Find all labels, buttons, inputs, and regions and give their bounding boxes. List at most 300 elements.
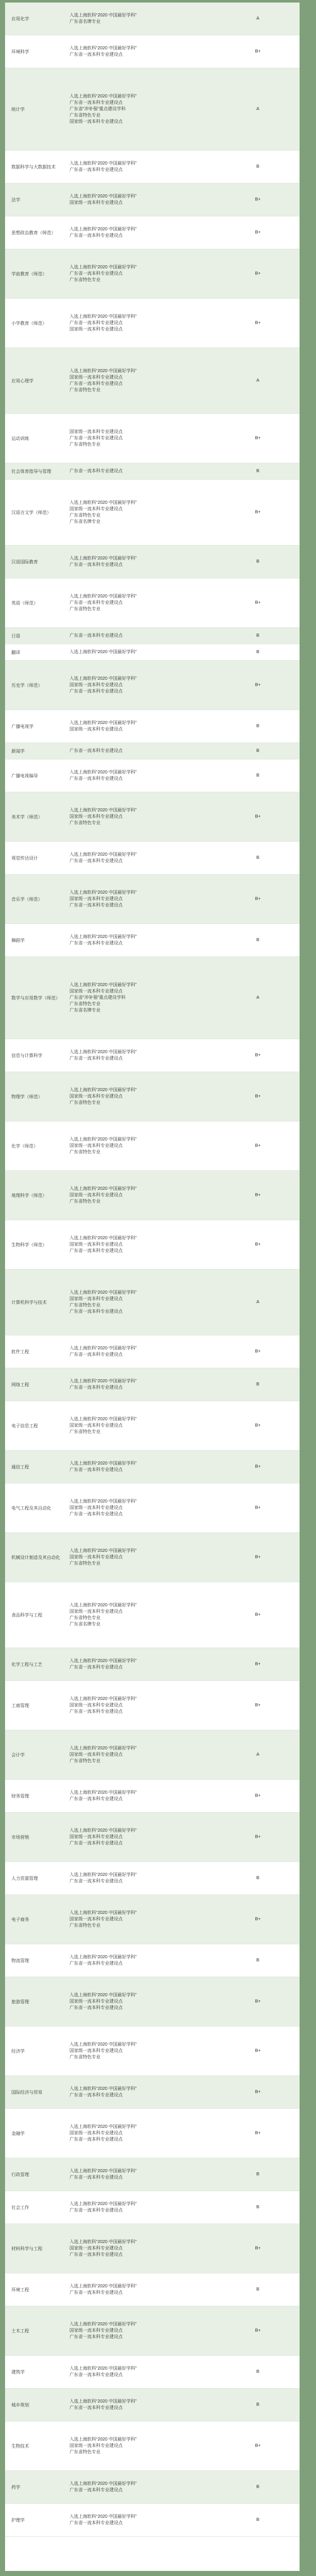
- honor-line: 国家级一流本科专业建设点: [70, 327, 123, 332]
- honor-line: 广东省一流本科专业建设点: [70, 1841, 123, 1846]
- honors-cell: [70, 1401, 216, 1450]
- grade-value: B+: [255, 1242, 261, 1247]
- grade-value: B+: [255, 1793, 261, 1798]
- grade-cell: [216, 2389, 300, 2421]
- honors-cell: [70, 2356, 216, 2388]
- honor-line: 入选上海软科“2020 中国最好学科”: [70, 1379, 137, 1384]
- honor-line: 广东省一流本科专业建设点: [70, 2520, 123, 2525]
- honor-line: 国家级一流本科专业建设点: [70, 119, 123, 124]
- honor-line: 入选上海软科“2020 中国最好学科”: [70, 720, 137, 725]
- grade-value: B+: [255, 2130, 261, 2135]
- honor-line: 入选上海软科“2020 中国最好学科”: [70, 1087, 137, 1092]
- honor-line: 广东省特色专业: [70, 513, 100, 518]
- honor-line: 广东省一流本科专业建设点: [70, 1796, 123, 1801]
- table-row: [5, 2224, 300, 2273]
- grade-value: B: [256, 2204, 260, 2210]
- honor-line: 入选上海软科“2020 中国最好学科”: [70, 1910, 137, 1915]
- honors-cell: [70, 1977, 216, 2026]
- honors-cell: [70, 1862, 216, 1894]
- table-row: [5, 1681, 300, 1730]
- grade-cell: [216, 2356, 300, 2388]
- honor-line: 广东省一流本科专业建设点: [70, 858, 123, 863]
- honor-line: 国家级一流本科专业建设点: [70, 1143, 123, 1148]
- honor-line: 广东省一流本科专业建设点: [70, 435, 123, 441]
- grade-cell: [216, 2027, 300, 2075]
- honor-line: 国家级一流本科专业建设点: [70, 2246, 123, 2251]
- table-row: [5, 216, 300, 249]
- honors-cell: [70, 875, 216, 923]
- grade-value: B: [256, 1958, 260, 1963]
- grade-cell: [216, 924, 300, 956]
- major-name: 金融学: [11, 2131, 25, 2136]
- honor-line: 国家级一流本科专业建设点: [70, 2443, 123, 2448]
- honor-line: 广东省特色专业: [70, 2449, 100, 2454]
- grade-cell: [216, 1582, 300, 1648]
- honor-line: 广东省特色专业: [70, 1303, 100, 1308]
- honor-line: 国家级一流本科专业建设点: [70, 814, 123, 819]
- major-name: 行政管理: [11, 2172, 29, 2177]
- major-name: 计算机科学与技术: [11, 1300, 47, 1305]
- honors-cell: [70, 760, 216, 792]
- table-row: [5, 1072, 300, 1122]
- honor-line: 入选上海软科“2020 中国最好学科”: [70, 1186, 137, 1191]
- grade-value: B+: [255, 2089, 261, 2094]
- table-row: [5, 348, 300, 414]
- grade-value: B+: [255, 197, 261, 202]
- major-name: 日语: [11, 634, 20, 639]
- honor-line: 国家级一流本科专业建设点: [70, 506, 123, 511]
- honor-line: 广东省一流本科专业建设点: [70, 271, 123, 276]
- grade-cell: [216, 1533, 300, 1582]
- honors-cell: [70, 1484, 216, 1532]
- honor-line: 广东省特色专业: [70, 606, 100, 611]
- honor-line: 广东省一流本科专业建设点: [70, 2290, 123, 2295]
- honors-cell: [70, 1171, 216, 1220]
- major-name: 数据科学与大数据技术: [11, 165, 56, 170]
- honor-line: 入选上海软科“2020 中国最好学科”: [70, 2086, 137, 2091]
- honor-line: 入选上海软科“2020 中国最好学科”: [70, 1828, 137, 1833]
- grade-cell: [216, 1730, 300, 1779]
- honor-line: 广东省一流本科专业建设点: [70, 600, 123, 605]
- honor-line: 广东省特色专业: [70, 1561, 100, 1566]
- major-name: 法学: [11, 197, 20, 203]
- honor-line: 广东省特色专业: [70, 1758, 100, 1763]
- honor-line: 入选上海软科“2020 中国最好学科”: [70, 94, 137, 99]
- honor-line: 入选上海软科“2020 中国最好学科”: [70, 770, 137, 775]
- major-name: 汉语国际教育: [11, 560, 38, 565]
- grade-value: B+: [255, 2328, 261, 2333]
- honor-line: 广东省一流本科专业建设点: [70, 1709, 123, 1714]
- grade-cell: [216, 3, 300, 35]
- major-name: 广播电视学: [11, 724, 33, 729]
- grade-value: B: [256, 748, 260, 753]
- grade-value: B+: [255, 320, 261, 325]
- grade-value: B+: [255, 1916, 261, 1922]
- honor-line: 广东省一流本科专业建设点: [70, 689, 123, 694]
- table-row: [5, 35, 300, 68]
- honor-line: 广东省一流本科专业建设点: [70, 2175, 123, 2180]
- honor-line: 入选上海软科“2020 中国最好学科”: [70, 982, 137, 987]
- honor-line: 广东省一流本科专业建设点: [70, 100, 123, 105]
- grade-cell: [216, 2158, 300, 2191]
- honor-line: 入选上海软科“2020 中国最好学科”: [70, 1049, 137, 1054]
- table-row: [5, 2306, 300, 2356]
- honor-line: 国家级一流本科专业建设点: [70, 2048, 123, 2053]
- honor-line: 广东省一流本科专业建设点: [70, 776, 123, 781]
- major-name: 通信工程: [11, 1465, 29, 1470]
- grade-cell: [216, 249, 300, 298]
- grade-value: B+: [255, 682, 261, 687]
- major-name: 工商管理: [11, 1703, 29, 1708]
- honor-line: 国家级一流本科专业建设点: [70, 1192, 123, 1197]
- honors-cell: [70, 1730, 216, 1779]
- honor-line: 广东省一流本科专业建设点: [70, 2405, 123, 2410]
- grade-value: B+: [255, 1661, 261, 1666]
- honor-line: 广东省一流本科专业建设点: [70, 1309, 123, 1314]
- grade-value: B+: [255, 49, 261, 54]
- table-row: [5, 1977, 300, 2027]
- grade-cell: [216, 2273, 300, 2306]
- grade-cell: [216, 463, 300, 479]
- honor-line: 广东省特色专业: [70, 2054, 100, 2060]
- grade-value: B: [256, 2369, 260, 2374]
- honors-cell: [70, 628, 216, 644]
- table-row: [5, 2471, 300, 2504]
- table-row: [5, 151, 300, 184]
- major-name: 机械设计制造及其自动化: [11, 1555, 60, 1560]
- grade-cell: [216, 1648, 300, 1680]
- honor-line: 入选上海软科“2020 中国最好学科”: [70, 1696, 137, 1701]
- honor-line: 广东省特色专业: [70, 1923, 100, 1928]
- honors-cell: [70, 1648, 216, 1680]
- grade-value: B+: [255, 1192, 261, 1197]
- grade-cell: [216, 2306, 300, 2355]
- honors-cell: [70, 2389, 216, 2421]
- honors-cell: [70, 2422, 216, 2470]
- major-name: 舞蹈学: [11, 938, 25, 943]
- honor-line: 国家级一流本科专业建设点: [70, 2130, 123, 2135]
- honor-line: 国家级一流本科专业建设点: [70, 200, 123, 205]
- table-row: [5, 1813, 300, 1862]
- honor-line: 入选上海软科“2020 中国最好学科”: [70, 649, 137, 654]
- honor-line: 广东省“冲补强”重点建设学科: [70, 106, 126, 111]
- honors-cell: [70, 1681, 216, 1730]
- major-name: 物流管理: [11, 1958, 29, 1963]
- grade-cell: [216, 1335, 300, 1368]
- grade-cell: [216, 710, 300, 742]
- grade-value: B+: [255, 1053, 261, 1058]
- honors-cell: [70, 2306, 216, 2355]
- honor-line: 入选上海软科“2020 中国最好学科”: [70, 2201, 137, 2206]
- honors-cell: [70, 2109, 216, 2158]
- honors-cell: [70, 2224, 216, 2273]
- grade-value: B: [256, 2287, 260, 2292]
- major-name: 材料科学与工程: [11, 2246, 42, 2251]
- grade-value: A: [256, 106, 260, 111]
- honor-line: 国家级一流本科专业建设点: [70, 1242, 123, 1247]
- honors-cell: [70, 216, 216, 249]
- table-row: [5, 760, 300, 792]
- honor-line: 入选上海软科“2020 中国最好学科”: [70, 2042, 137, 2047]
- grade-value: B+: [255, 1703, 261, 1708]
- honor-line: 广东省特色专业: [70, 1100, 100, 1105]
- honor-line: 广东省一流本科专业建设点: [70, 167, 123, 172]
- honor-line: 入选上海软科“2020 中国最好学科”: [70, 1416, 137, 1422]
- honors-cell: [70, 1220, 216, 1269]
- grade-cell: [216, 546, 300, 578]
- grade-value: B+: [255, 1505, 261, 1510]
- honor-line: 国家级一流本科专业建设点: [70, 727, 123, 732]
- honors-cell: [70, 1368, 216, 1401]
- honor-line: 入选上海软科“2020 中国最好学科”: [70, 265, 137, 270]
- major-name: 美术学（师范）: [11, 815, 42, 820]
- table-row: [5, 1220, 300, 1270]
- major-name: 环境工程: [11, 2287, 29, 2292]
- grade-cell: [216, 2224, 300, 2273]
- major-table: [5, 3, 300, 2537]
- major-name: 建筑学: [11, 2370, 25, 2375]
- table-row: [5, 2422, 300, 2471]
- table-row: [5, 1780, 300, 1813]
- major-name: 数学与应用数学（师范）: [11, 996, 60, 1001]
- grade-cell: [216, 1944, 300, 1977]
- grade-value: B+: [255, 230, 261, 235]
- grade-cell: [216, 628, 300, 644]
- grade-cell: [216, 2191, 300, 2223]
- honors-cell: [70, 1335, 216, 1368]
- major-name: 经济学: [11, 2049, 25, 2054]
- honor-line: 入选上海软科“2020 中国最好学科”: [70, 2437, 137, 2442]
- table-row: [5, 628, 300, 644]
- honor-line: 广东省一流本科专业建设点: [70, 1879, 123, 1884]
- grade-cell: [216, 2504, 300, 2536]
- honor-line: 入选上海软科“2020 中国最好学科”: [70, 314, 137, 319]
- grade-value: B+: [255, 814, 261, 819]
- honor-line: 广东省特色专业: [70, 1199, 100, 1204]
- major-name: 电气工程及其自动化: [11, 1506, 51, 1511]
- honor-line: 入选上海软科“2020 中国最好学科”: [70, 890, 137, 895]
- honor-line: 广东省一流本科专业建设点: [70, 320, 123, 325]
- honor-line: 入选上海软科“2020 中国最好学科”: [70, 934, 137, 939]
- major-name: 英语（师范）: [11, 601, 38, 606]
- major-name: 视觉传达设计: [11, 856, 38, 861]
- grade-cell: [216, 216, 300, 249]
- table-row: [5, 1648, 300, 1681]
- honor-line: 入选上海软科“2020 中国最好学科”: [70, 676, 137, 681]
- honor-line: 入选上海软科“2020 中国最好学科”: [70, 1137, 137, 1142]
- grade-value: B+: [255, 435, 261, 441]
- grade-cell: [216, 2422, 300, 2470]
- grade-cell: [216, 1484, 300, 1532]
- honor-line: 广东省一流本科专业建设点: [70, 562, 123, 567]
- honor-line: 国家级一流本科专业建设点: [70, 1423, 123, 1428]
- table-row: [5, 68, 300, 151]
- honors-cell: [70, 2158, 216, 2191]
- table-row: [5, 414, 300, 463]
- grade-value: B+: [255, 2048, 261, 2053]
- grade-value: B: [256, 2172, 260, 2177]
- honor-line: 入选上海软科“2020 中国最好学科”: [70, 1872, 137, 1877]
- honor-line: 广东省一流本科专业建设点: [70, 2092, 123, 2098]
- major-name: 电子商务: [11, 1917, 29, 1922]
- honor-line: 广东省一流本科专业建设点: [70, 1056, 123, 1061]
- honor-line: 国家级一流本科专业建设点: [70, 1094, 123, 1099]
- grade-value: B+: [255, 1999, 261, 2004]
- table-row: [5, 957, 300, 1039]
- grade-value: B+: [255, 2443, 261, 2448]
- major-name: 软件工程: [11, 1349, 29, 1354]
- table-row: [5, 546, 300, 578]
- honors-cell: [70, 1039, 216, 1072]
- table-row: [5, 875, 300, 924]
- honor-line: 入选上海软科“2020 中国最好学科”: [70, 2399, 137, 2404]
- honor-line: 广东省一流本科专业建设点: [70, 748, 123, 753]
- major-name: 翻译: [11, 650, 20, 655]
- honor-line: 入选上海软科“2020 中国最好学科”: [70, 1658, 137, 1663]
- grade-value: B: [256, 2402, 260, 2407]
- honors-cell: [70, 1895, 216, 1944]
- honors-cell: [70, 184, 216, 216]
- honors-cell: [70, 1813, 216, 1861]
- grade-cell: [216, 184, 300, 216]
- grade-cell: [216, 1895, 300, 1944]
- major-name: 土木工程: [11, 2329, 29, 2334]
- honor-line: 广东省一流本科专业建设点: [70, 2005, 123, 2010]
- honor-line: 入选上海软科“2020 中国最好学科”: [70, 2366, 137, 2371]
- table-row: [5, 2027, 300, 2076]
- table-row: [5, 480, 300, 546]
- honors-cell: [70, 348, 216, 413]
- honors-cell: [70, 1122, 216, 1170]
- table-row: [5, 1270, 300, 1335]
- honor-line: 国家级一流本科专业建设点: [70, 1834, 123, 1839]
- honor-line: 广东省一流本科专业建设点: [70, 1961, 123, 1966]
- table-row: [5, 1862, 300, 1895]
- honor-line: 国家级一流本科专业建设点: [70, 2328, 123, 2333]
- table-row: [5, 1533, 300, 1582]
- major-name: 小学教育（师范）: [11, 321, 47, 326]
- honors-cell: [70, 1944, 216, 1977]
- table-row: [5, 578, 300, 628]
- grade-cell: [216, 760, 300, 792]
- honor-line: 入选上海软科“2020 中国最好学科”: [70, 2239, 137, 2244]
- honors-cell: [70, 1780, 216, 1812]
- grade-value: A: [256, 16, 260, 21]
- grade-value: B: [256, 723, 260, 728]
- honor-line: 广东省一流本科专业建设点: [70, 1385, 123, 1390]
- honor-line: 国家级一流本科专业建设点: [70, 429, 123, 434]
- grade-value: A: [256, 1299, 260, 1304]
- honors-cell: [70, 2471, 216, 2503]
- grade-cell: [216, 299, 300, 347]
- grade-cell: [216, 151, 300, 183]
- honor-line: 广东省一流本科专业建设点: [70, 2252, 123, 2257]
- honor-line: 广东省一流本科专业建设点: [70, 2487, 123, 2492]
- major-name: 财务管理: [11, 1794, 29, 1799]
- table-row: [5, 249, 300, 299]
- honor-line: 广东省一流本科专业建设点: [70, 2208, 123, 2213]
- grade-cell: [216, 1813, 300, 1861]
- honor-line: 国家级一流本科专业建设点: [70, 896, 123, 901]
- table-row: [5, 1401, 300, 1451]
- major-name: 物理学（师范）: [11, 1094, 42, 1099]
- grade-cell: [216, 1780, 300, 1812]
- table-row: [5, 1368, 300, 1401]
- major-name: 旅游管理: [11, 1999, 29, 2004]
- major-name: 药学: [11, 2485, 20, 2490]
- honors-cell: [70, 2027, 216, 2075]
- honor-line: 广东省特色专业: [70, 1429, 100, 1434]
- honor-line: 入选上海软科“2020 中国最好学科”: [70, 500, 137, 505]
- grade-cell: [216, 1977, 300, 2026]
- grade-value: A: [256, 378, 260, 383]
- honors-cell: [70, 68, 216, 150]
- major-name: 应用化学: [11, 16, 29, 22]
- major-name: 统计学: [11, 107, 25, 112]
- honors-cell: [70, 2504, 216, 2536]
- honor-line: 入选上海软科“2020 中国最好学科”: [70, 1548, 137, 1553]
- grade-value: B+: [255, 600, 261, 605]
- grade-cell: [216, 414, 300, 463]
- grade-value: B: [256, 468, 260, 473]
- honors-cell: [70, 661, 216, 710]
- honor-line: 广东省一流本科专业建设点: [70, 233, 123, 238]
- honors-cell: [70, 644, 216, 660]
- grade-value: B+: [255, 1349, 261, 1354]
- honor-line: 广东省一流本科专业建设点: [70, 1665, 123, 1670]
- honor-line: 广东省特色专业: [70, 1615, 100, 1620]
- grade-cell: [216, 578, 300, 627]
- honor-line: 广东省一流本科专业建设点: [70, 941, 123, 946]
- grade-value: B+: [255, 1612, 261, 1617]
- honors-cell: [70, 414, 216, 463]
- honor-line: 国家级一流本科专业建设点: [70, 1999, 123, 2004]
- honor-line: 国家级一流本科专业建设点: [70, 682, 123, 687]
- honors-cell: [70, 842, 216, 874]
- grade-value: B: [256, 1382, 260, 1387]
- grade-value: B+: [255, 1143, 261, 1148]
- table-row: [5, 661, 300, 710]
- honor-line: 广东省一流本科专业建设点: [70, 1352, 123, 1357]
- major-name: 生物技术: [11, 2444, 29, 2449]
- grade-value: A: [256, 1752, 260, 1757]
- honor-line: 入选上海软科“2020 中国最好学科”: [70, 556, 137, 561]
- table-row: [5, 792, 300, 842]
- grade-cell: [216, 842, 300, 874]
- table-row: [5, 2504, 300, 2537]
- grade-value: B: [256, 1875, 260, 1880]
- honors-cell: [70, 480, 216, 545]
- honor-line: 入选上海软科“2020 中国最好学科”: [70, 594, 137, 599]
- honors-cell: [70, 2191, 216, 2223]
- honors-cell: [70, 3, 216, 35]
- major-name: 护理学: [11, 2518, 25, 2523]
- table-row: [5, 2109, 300, 2158]
- table-row: [5, 184, 300, 216]
- honors-cell: [70, 957, 216, 1039]
- honor-line: 广东省名牌专业: [70, 19, 100, 24]
- honor-line: 入选上海软科“2020 中国最好学科”: [70, 852, 137, 857]
- grade-cell: [216, 1451, 300, 1483]
- honor-line: 入选上海软科“2020 中国最好学科”: [70, 808, 137, 813]
- honor-line: 入选上海软科“2020 中国最好学科”: [70, 1746, 137, 1751]
- grade-cell: [216, 792, 300, 841]
- honor-line: 广东省名牌专业: [70, 1008, 100, 1013]
- honor-line: 入选上海软科“2020 中国最好学科”: [70, 161, 137, 166]
- grade-value: B+: [255, 1554, 261, 1560]
- table-row: [5, 710, 300, 743]
- major-name: 国际经济与贸易: [11, 2090, 42, 2095]
